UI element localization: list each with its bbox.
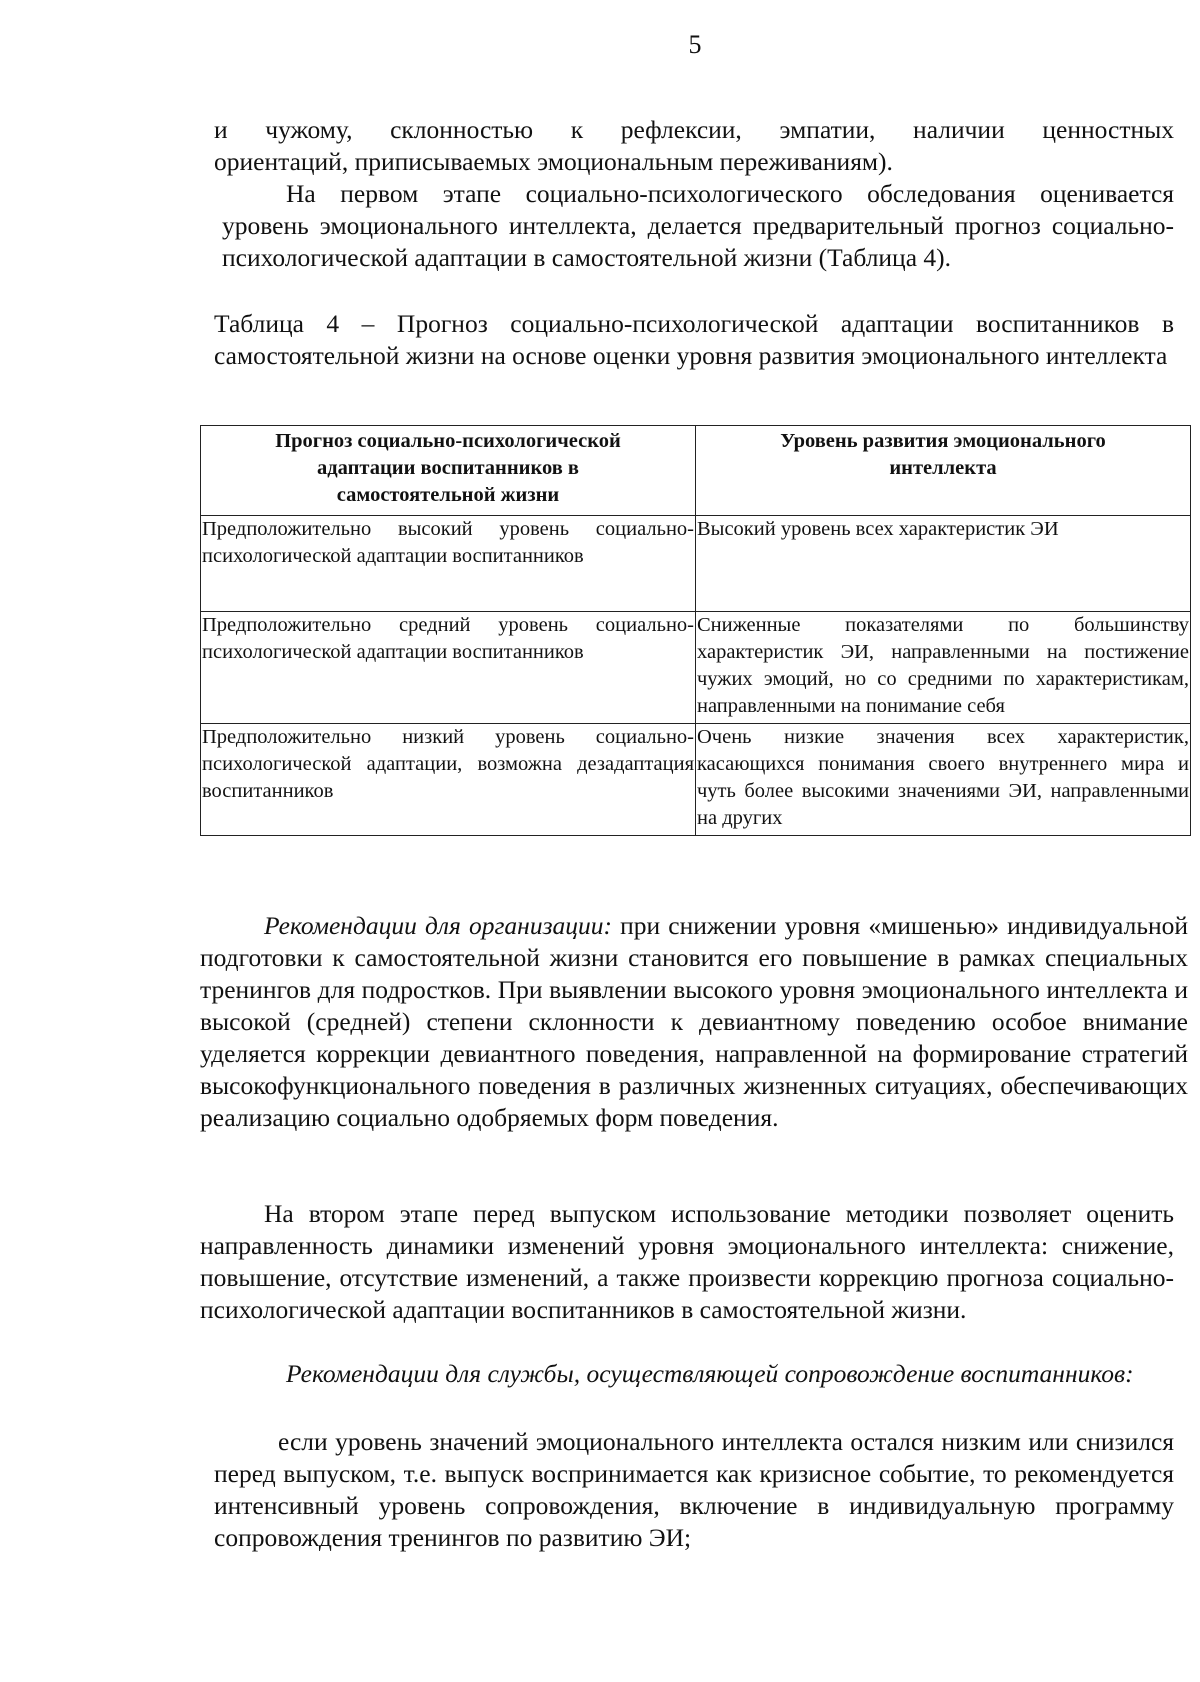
row-1-forecast: Предположительно высокий уровень социально-психологической адаптации воспитанников [201, 516, 696, 612]
row-2-level: Сниженные показателями по большинству характеристик ЭИ, направленными на постижение чужих эмоций, но со средними по характеристикам, направленными на понимание себя [696, 612, 1191, 724]
page-number: 5 [688, 30, 702, 59]
recommendations-organization-text: при снижении уровня «мишенью» индивидуальной подготовки к самостоятельной жизни становится его повышение в рамках специальных тренингов для подростков. При выявлении высокого уровня эмоционального интеллекта и высокой (средней) степени склонности к девиантному поведению особое внимание уделяется коррекции девиантного поведения, направленной на формирование стратегий высокофункционального поведения в различных жизненных ситуациях, обеспечивающих реализацию социально одобряемых форм поведения. [200, 911, 1188, 1132]
row-1-level: Высокий уровень всех характеристик ЭИ [696, 516, 1191, 612]
row-2-forecast: Предположительно средний уровень социально-психологической адаптации воспитанников [201, 612, 696, 724]
recommendations-service-label: Рекомендации для службы, осуществляющей сопровождение воспитанников: [286, 1359, 1134, 1388]
header-forecast: Прогноз социально-психологической адаптации воспитанников в самостоятельной жизни [201, 426, 696, 516]
row-3-level: Очень низкие значения всех характеристик, касающихся понимания своего внутреннего мира и чуть более высокими значениями ЭИ, направленными на других [696, 724, 1191, 836]
row-3-forecast: Предположительно низкий уровень социально-психологической адаптации, возможна дезадаптация воспитанников [201, 724, 696, 836]
recommendations-organization-label: Рекомендации для организации: [264, 911, 613, 940]
recommendations-organization [200, 910, 1188, 1134]
table-row [201, 612, 1191, 724]
table-row [201, 724, 1191, 836]
table-header-row [201, 426, 1191, 516]
second-stage-paragraph: На втором этапе перед выпуском использование методики позволяет оценить направленность динамики изменений уровня эмоционального интеллекта: снижение, повышение, отсутствие изменений, а также произвести коррекцию прогноза социально-психологической адаптации воспитанников в самостоятельной жизни. [200, 1199, 1174, 1324]
table-row [201, 516, 1191, 612]
intro-continuation [214, 114, 1174, 178]
table-caption: Таблица 4 – Прогноз социально-психологической адаптации воспитанников в самостоятельной жизни на основе оценки уровня развития эмоционального интеллекта [214, 309, 1174, 370]
intro-line-2: ориентаций, приписываемых эмоциональным переживаниям). [214, 147, 893, 176]
intro-paragraph-2: На первом этапе социально-психологического обследования оценивается уровень эмоционального интеллекта, делается предварительный прогноз социально-психологической адаптации в самостоятельной жизни (Таблица 4). [222, 179, 1174, 272]
forecast-table [200, 425, 1191, 836]
header-level: Уровень развития эмоционального интеллекта [696, 426, 1191, 516]
intro-line-1: и чужому, склонностью к рефлексии, эмпатии, наличии ценностных [214, 115, 1174, 144]
recommendations-service-text: если уровень значений эмоционального интеллекта остался низким или снизился перед выпуском, т.е. выпуск воспринимается как кризисное событие, то рекомендуется интенсивный уровень сопровождения, включение в индивидуальную программу сопровождения тренингов по развитию ЭИ; [214, 1427, 1174, 1552]
